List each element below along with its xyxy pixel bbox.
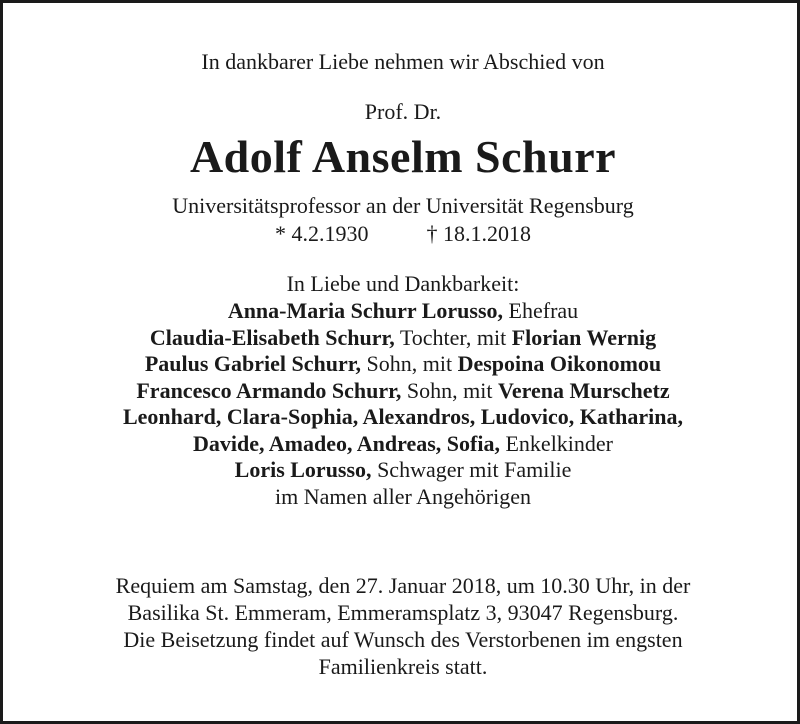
mourner-relation: Tochter, mit — [394, 324, 512, 350]
mourner-relation: Ehefrau — [503, 298, 579, 323]
intro-text: In dankbarer Liebe nehmen wir Abschied von — [201, 49, 605, 74]
mourner-line — [3, 351, 800, 377]
mourner-line — [3, 484, 800, 510]
mourner-name: Paulus Gabriel Schurr, — [144, 351, 362, 376]
life-dates — [3, 221, 800, 247]
birth-date: * 4.2.1930 — [275, 221, 369, 246]
academic-title: Prof. Dr. — [364, 99, 442, 124]
mourner-name: Verena Murschetz — [497, 377, 670, 403]
mourner-line — [3, 298, 800, 324]
mourner-name: Leonhard, Clara-Sophia, Alexandros, Ludovico, Katharina, — [122, 404, 684, 429]
service-line-4: Familienkreis statt. — [318, 654, 488, 679]
service-line-2: Basilika St. Emmeram, Emmeramsplatz 3, 93047 Regensburg. — [127, 600, 679, 625]
mourner-name: Loris Lorusso, — [234, 457, 372, 482]
mourner-name: Anna-Maria Schurr Lorusso, — [227, 298, 504, 323]
service-line-1: Requiem am Samstag, den 27. Januar 2018, um 10.30 Uhr, in der — [115, 573, 691, 598]
mourner-line — [3, 378, 800, 404]
deceased-position: Universitätsprofessor an der Universität Regensburg — [172, 193, 634, 218]
death-date: † 18.1.2018 — [426, 221, 531, 246]
mourner-name: Davide, Amadeo, Andreas, Sofia, — [192, 430, 500, 456]
mourner-relation: Sohn, mit — [401, 377, 498, 403]
mourner-relation: Sohn, mit — [361, 351, 458, 376]
mourner-relation: im Namen aller Angehörigen — [275, 483, 531, 509]
mourner-relation: Schwager mit Familie — [371, 457, 572, 482]
mourner-relation: Enkelkinder — [499, 430, 614, 456]
mourner-name: Francesco Armando Schurr, — [136, 377, 402, 403]
mourners-heading: In Liebe und Dankbarkeit: — [286, 271, 520, 296]
mourner-name: Claudia-Elisabeth Schurr, — [149, 324, 395, 350]
mourner-line — [3, 457, 800, 483]
mourner-line — [3, 404, 800, 430]
deceased-name: Adolf Anselm Schurr — [189, 131, 617, 182]
mourner-line — [3, 325, 800, 351]
mourner-line — [3, 431, 800, 457]
service-line-3: Die Beisetzung findet auf Wunsch des Verstorbenen im engsten — [123, 627, 683, 652]
mourner-name: Despoina Oikonomou — [457, 351, 662, 376]
mourner-name: Florian Wernig — [511, 324, 657, 350]
